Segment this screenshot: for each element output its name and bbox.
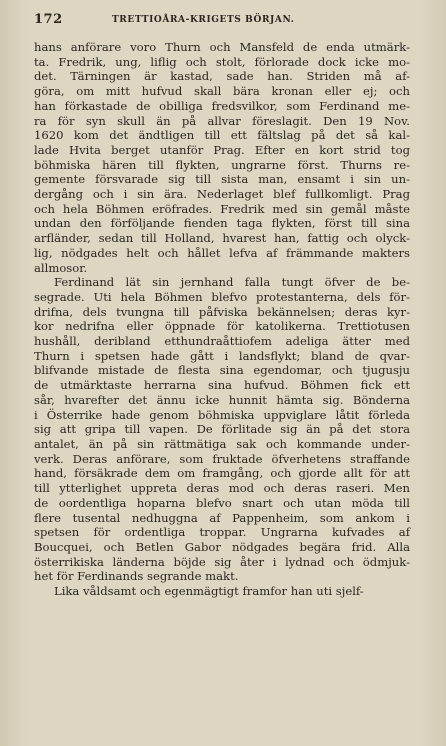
text-line: han förkastade de obilliga fredsvilkor, som Ferdinand me-	[34, 98, 410, 113]
text-line: allmosor.	[34, 260, 88, 275]
text-line: undan den förföljande fienden taga flykten, först till sina	[34, 216, 410, 231]
text-line: kor nedrifna eller öppnade för katolikerna. Trettiotusen	[34, 319, 410, 334]
text-line: de utmärktaste herrarna sina hufvud. Böhmen fick ett	[34, 378, 410, 393]
text-line: Ferdinand lät sin jernhand falla tungt öfver de be-	[54, 275, 410, 290]
text-line: österrikiska länderna böjde sig åter i lydnad och ödmjuk-	[34, 554, 410, 569]
text-line: ra för syn skull än på allvar föreslagit. Den 19 Nov.	[34, 113, 410, 128]
text-line: Lika våldsamt och egenmägtigt framfor han uti sjelf-	[54, 584, 364, 599]
text-line: sår, hvarefter det ännu icke hunnit hämta sig. Bönderna	[34, 392, 410, 407]
page-number: 172	[34, 12, 63, 27]
text-line: verk. Deras anförare, som fruktade öfverhetens straffande	[34, 451, 410, 466]
text-line: böhmiska hären till flykten, ungrarne först. Thurns re-	[34, 157, 410, 172]
text-line: till ytterlighet uppreta deras mod och deras raseri. Men	[34, 481, 410, 496]
text-line: sig att gripa till vapen. De förlitade sig än på det stora	[34, 422, 410, 437]
running-head	[34, 12, 414, 28]
text-line: arfländer, sedan till Holland, hvarest han, fattig och olyck-	[34, 231, 410, 246]
text-line: hushåll, deribland etthundraåttiofem adeliga ätter med	[34, 334, 410, 349]
text-line: drifna, dels tvungna till påfviska bekännelsen; deras kyr-	[34, 304, 410, 319]
running-title: TRETTIOÅRA-KRIGETS BÖRJAN.	[112, 15, 295, 25]
text-line: det. Tärningen är kastad, sade han. Striden må af-	[34, 69, 410, 84]
text-line: Thurn i spetsen hade gått i landsflykt; bland de qvar-	[34, 348, 410, 363]
text-line: hand, försäkrade dem om framgång, och gjorde allt för att	[34, 466, 410, 481]
text-line: dergång och i sin ära. Nederlaget blef fullkomligt. Prag	[34, 187, 410, 202]
text-line: 1620 kom det ändtligen till ett fältslag på det så kal-	[34, 128, 410, 143]
text-line: hans anförare voro Thurn och Mansfeld de enda utmärk-	[34, 40, 410, 54]
text-line: i Österrike hade genom böhmiska uppviglare låtit förleda	[34, 407, 410, 422]
text-line: antalet, än på sin rättmätiga sak och kommande under-	[34, 436, 410, 451]
text-line: het för Ferdinands segrande makt.	[34, 569, 239, 584]
text-line: de oordentliga hoparna blefvo snart och utan möda till	[34, 495, 410, 510]
text-line: ta. Fredrik, ung, liflig och stolt, förlorade dock icke mo-	[34, 54, 410, 69]
text-line: och hela Böhmen eröfrades. Fredrik med sin gemål måste	[34, 201, 410, 216]
text-line: segrade. Uti hela Böhmen blefvo protestanterna, dels för-	[34, 289, 410, 304]
body-text	[34, 40, 410, 599]
text-line: spetsen för ordentliga troppar. Ungrarna kufvades af	[34, 525, 410, 540]
text-line: gemente försvarade sig till sista man, ensamt i sin un-	[34, 172, 410, 187]
text-line: Boucquei, och Betlen Gabor nödgades begära frid. Alla	[34, 539, 410, 554]
text-line: göra, om mitt hufvud skall bära kronan eller ej; och	[34, 84, 410, 99]
text-line: flere tusental nedhuggna af Pappenheim, som ankom i	[34, 510, 410, 525]
text-line: lig, nödgades helt och hållet lefva af främmande makters	[34, 245, 410, 260]
text-line: lade Hvita berget utanför Prag. Efter en kort strid tog	[34, 142, 410, 157]
text-line: blifvande mistade de flesta sina egendomar, och tjugusju	[34, 363, 410, 378]
